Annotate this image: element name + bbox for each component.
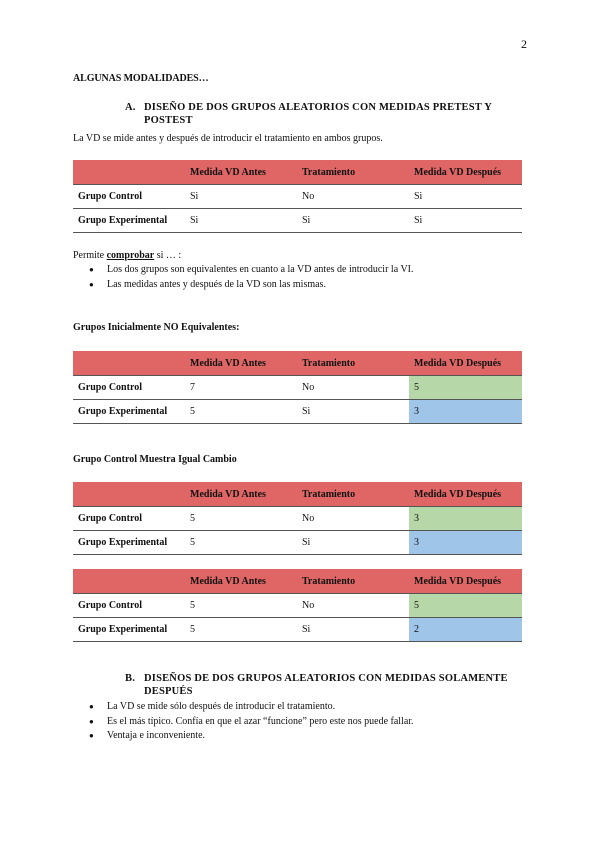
section-a-title-line2: POSTEST <box>144 115 193 126</box>
header-medida-despues: Medida VD Después <box>409 160 522 185</box>
permite-bold: comprobar <box>106 250 155 261</box>
cell-tratamiento: No <box>302 600 315 611</box>
cell-tratamiento: Si <box>302 537 311 548</box>
table-header-row <box>73 160 522 185</box>
cell-antes: 5 <box>190 537 195 548</box>
cell-tratamiento: Si <box>302 624 311 635</box>
section-b-title <box>125 672 528 698</box>
cell-despues: Si <box>414 215 423 226</box>
header-empty <box>73 482 185 507</box>
header-tratamiento: Tratamiento <box>297 569 409 594</box>
table-header-row <box>73 569 522 594</box>
table-header-row <box>73 482 522 507</box>
cell-antes: Si <box>190 191 199 202</box>
list-item <box>89 263 414 278</box>
header-medida-antes: Medida VD Antes <box>185 482 297 507</box>
header-medida-despues: Medida VD Después <box>409 351 522 376</box>
table-row <box>73 507 522 531</box>
header-empty <box>73 160 185 185</box>
cell-despues: 5 <box>409 376 522 400</box>
row-label: Grupo Control <box>78 600 142 611</box>
cell-antes: 5 <box>190 513 195 524</box>
list-item-text: La VD se mide sólo después de introducir el tratamiento. <box>107 701 336 712</box>
list-item <box>89 278 414 293</box>
table-header-row <box>73 351 522 376</box>
list-item <box>89 700 414 715</box>
table-row <box>73 185 522 209</box>
bullet-icon: ● <box>89 279 94 289</box>
row-label: Grupo Control <box>78 513 142 524</box>
table-row <box>73 594 522 618</box>
table-row <box>73 376 522 400</box>
section-a-title <box>125 101 528 127</box>
section-a-title-line1: DISEÑO DE DOS GRUPOS ALEATORIOS CON MEDIDAS PRETEST Y <box>144 102 493 113</box>
bullet-icon: ● <box>89 716 94 726</box>
table-no-equivalentes <box>73 351 522 424</box>
cell-tratamiento: No <box>302 513 315 524</box>
table-row <box>73 618 522 642</box>
cell-antes: 5 <box>190 600 195 611</box>
list-item <box>89 715 414 730</box>
bullets-b <box>89 700 414 744</box>
table-row <box>73 531 522 555</box>
subtitle-igual-cambio: Grupo Control Muestra Igual Cambio <box>73 454 237 465</box>
section-b-title-line2: DESPUÉS <box>144 686 193 697</box>
row-label: Grupo Control <box>78 191 142 202</box>
section-a-number: A. <box>125 102 136 113</box>
table-pretest-postest <box>73 160 522 233</box>
page-heading: ALGUNAS MODALIDADES… <box>73 73 209 84</box>
row-label: Grupo Control <box>78 382 142 393</box>
table-row <box>73 209 522 233</box>
bullet-icon: ● <box>89 265 94 274</box>
header-tratamiento: Tratamiento <box>297 482 409 507</box>
row-label: Grupo Experimental <box>78 537 168 548</box>
header-empty <box>73 569 185 594</box>
header-medida-antes: Medida VD Antes <box>185 569 297 594</box>
permite-suffix: si … : <box>154 250 182 261</box>
section-a-intro: La VD se mide antes y después de introducir el tratamiento en ambos grupos. <box>73 133 383 144</box>
page-number: 2 <box>521 37 527 51</box>
header-medida-despues: Medida VD Después <box>409 482 522 507</box>
cell-antes: 5 <box>190 624 195 635</box>
cell-despues: Si <box>414 191 423 202</box>
cell-tratamiento: Si <box>302 406 311 417</box>
table-row <box>73 400 522 424</box>
permite-prefix: Permite <box>73 250 107 261</box>
table-igual-cambio <box>73 482 522 555</box>
header-tratamiento: Tratamiento <box>297 160 409 185</box>
list-item-text: Ventaja e inconveniente. <box>107 730 206 741</box>
cell-despues: 5 <box>409 594 522 618</box>
table-distinto-cambio <box>73 569 522 642</box>
list-item-text: Es el más típico. Confía en que el azar “funcione” pero este nos puede fallar. <box>107 715 414 727</box>
row-label: Grupo Experimental <box>78 406 168 417</box>
cell-despues: 3 <box>409 507 522 531</box>
cell-despues: 2 <box>409 618 522 642</box>
row-label: Grupo Experimental <box>78 215 168 226</box>
permite-text <box>73 250 181 261</box>
bullet-icon: ● <box>89 702 94 711</box>
header-tratamiento: Tratamiento <box>297 351 409 376</box>
section-b-title-line1: DISEÑOS DE DOS GRUPOS ALEATORIOS CON MEDIDAS SOLAMENTE <box>144 673 508 684</box>
cell-despues: 3 <box>409 400 522 424</box>
bullet-icon: ● <box>89 731 94 740</box>
cell-antes: Si <box>190 215 199 226</box>
subtitle-no-equivalentes: Grupos Inicialmente NO Equivalentes: <box>73 322 240 333</box>
cell-despues: 3 <box>409 531 522 555</box>
list-item <box>89 729 414 744</box>
section-b-number: B. <box>125 673 136 684</box>
list-item-text: Las medidas antes y después de la VD son las mismas. <box>107 278 326 290</box>
cell-antes: 5 <box>190 406 195 417</box>
row-label: Grupo Experimental <box>78 624 168 635</box>
header-medida-antes: Medida VD Antes <box>185 160 297 185</box>
cell-tratamiento: Si <box>302 215 311 226</box>
cell-antes: 7 <box>190 382 195 393</box>
cell-tratamiento: No <box>302 382 315 393</box>
header-empty <box>73 351 185 376</box>
bullets-a <box>89 263 414 292</box>
cell-tratamiento: No <box>302 191 315 202</box>
header-medida-despues: Medida VD Después <box>409 569 522 594</box>
header-medida-antes: Medida VD Antes <box>185 351 297 376</box>
list-item-text: Los dos grupos son equivalentes en cuanto a la VD antes de introducir la VI. <box>107 264 414 275</box>
